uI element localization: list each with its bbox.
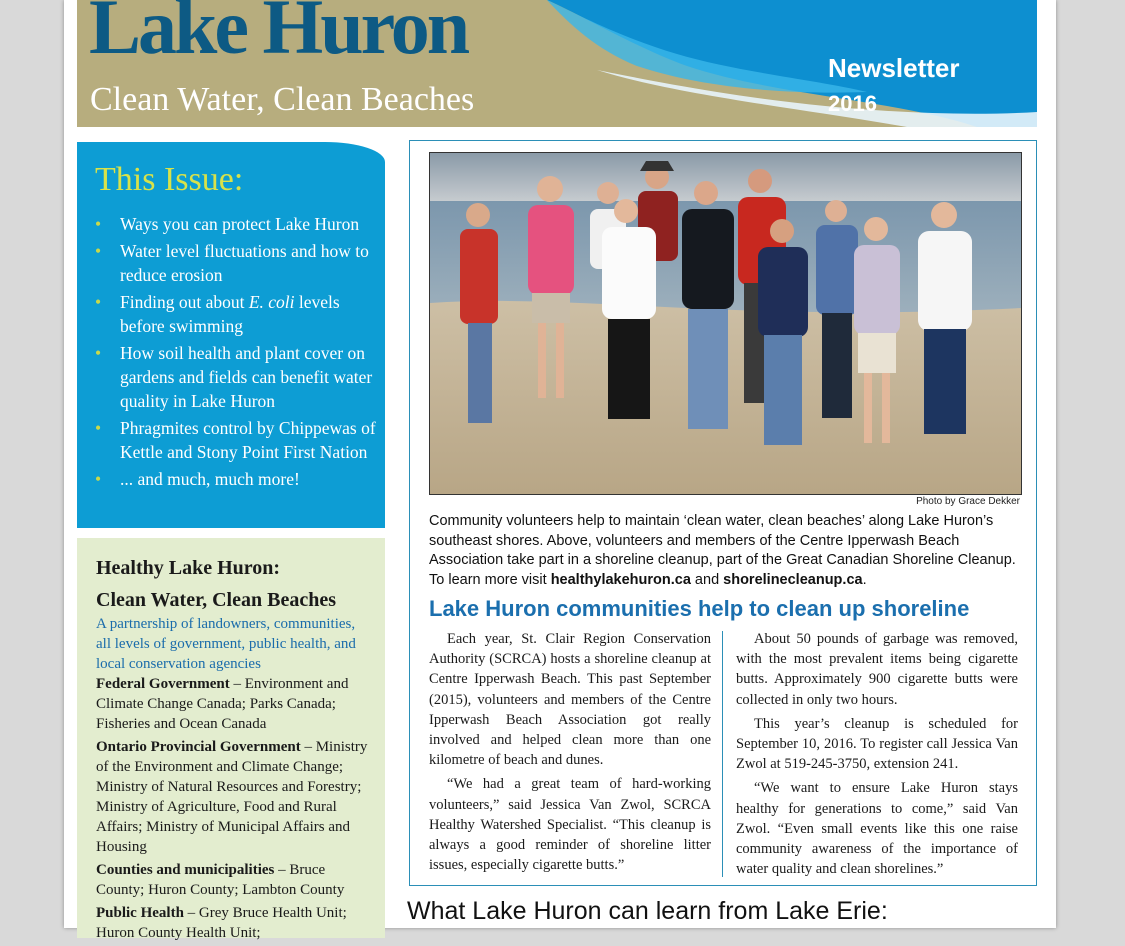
list-item: • Finding out about E. coli levels before swimming: [95, 292, 340, 336]
partner-group: Ontario Provincial Government – Ministry of the Environment and Climate Change; Ministry of Natural Resources and Forestry; Ministry of Agriculture, Food and Rural Affairs; Ministry of Municipal Affairs and Housing: [96, 739, 368, 855]
this-issue-list: [93, 212, 378, 494]
bullet-icon: •: [95, 418, 102, 438]
partner-group: Counties and municipalities – Bruce County; Huron County; Lambton County: [96, 862, 345, 898]
partner-group: Federal Government – Environment and Climate Change Canada; Parks Canada; Fisheries and Ocean Canada: [96, 676, 349, 732]
list-item: • Phragmites control by Chippewas of Kettle and Stony Point First Nation: [95, 418, 376, 462]
this-issue-heading: This Issue:: [95, 161, 244, 198]
partnership-groups: [96, 674, 376, 946]
newsletter-subtitle: Clean Water, Clean Beaches: [90, 81, 475, 118]
paragraph: This year’s cleanup is scheduled for September 10, 2016. To register call Jessica Van Zwol at 519-245-3750, extension 241.: [736, 715, 1018, 773]
newsletter-year: 2016: [828, 91, 877, 116]
newsletter-title: Lake Huron: [89, 0, 468, 70]
partnership-box: [77, 538, 385, 941]
paragraph: “We want to ensure Lake Huron stays healthy for generations to come,” said Van Zwol. “Even small events like this one raise community awareness of the importance of water quality and clean shorelines.”: [736, 780, 1018, 878]
paragraph: Each year, St. Clair Region Conservation Authority (SCRCA) hosts a shoreline cleanup at Centre Ipperwash Beach. This past September (2015), volunteers and members of the Centre Ipperwash Beach Association got really involved and helped clean more than one kilometre of beach and dunes.: [429, 631, 711, 769]
photo-image: [430, 153, 1021, 494]
newsletter-label: Newsletter: [828, 53, 960, 83]
article-headline: Lake Huron communities help to clean up shoreline: [429, 596, 970, 621]
next-article-title: What Lake Huron can learn from Lake Erie:: [407, 897, 888, 925]
article-column-1: [429, 629, 711, 879]
newsletter-page: [64, 0, 1056, 941]
bullet-icon: •: [95, 343, 102, 363]
photo-credit: Photo by Grace Dekker: [916, 496, 1020, 507]
list-item: • How soil health and plant cover on gardens and fields can benefit water quality in Lake Huron: [95, 343, 373, 411]
volunteers-photo: [429, 152, 1022, 495]
partnership-heading: Healthy Lake Huron: Clean Water, Clean Beaches: [96, 557, 336, 611]
masthead: [77, 0, 1037, 127]
list-item: • Water level fluctuations and how to reduce erosion: [95, 241, 369, 285]
partner-group: Public Health – Grey Bruce Health Unit; Huron County Health Unit;: [96, 905, 347, 941]
paragraph: About 50 pounds of garbage was removed, with the most prevalent items being cigarette butts. Approximately 900 cigarette butts were collected in only two hours.: [736, 631, 1018, 708]
paragraph: “We had a great team of hard-working volunteers,” said Jessica Van Zwol, SCRCA Healthy Watershed Specialist. “This cleanup is always a good reminder of shoreline litter issues, especially cigarette butts.”: [429, 776, 711, 874]
this-issue-box: [77, 142, 385, 528]
column-divider: [722, 631, 723, 877]
website-link: healthylakehuron.ca: [550, 571, 691, 588]
website-link: shorelinecleanup.ca: [723, 571, 863, 588]
bullet-icon: •: [95, 292, 102, 312]
bullet-icon: •: [95, 214, 102, 234]
bullet-icon: •: [95, 241, 102, 261]
partnership-intro: A partnership of landowners, communities, all levels of government, public health, and local conservation agencies: [96, 616, 356, 672]
bullet-icon: •: [95, 469, 102, 489]
article-column-2: [736, 629, 1018, 883]
photo-caption: Community volunteers help to maintain ‘clean water, clean beaches’ along Lake Huron’s southeast shores. Above, volunteers and members of the Centre Ipperwash Beach Association take part in a shoreline cleanup, part of the Great Canadian Shoreline Cleanup. To learn more visit healthylakehuron.ca and shorelinecleanup.ca.: [429, 513, 1016, 588]
list-item: • ... and much, much more!: [95, 469, 300, 489]
feature-article: [409, 140, 1037, 886]
list-item: • Ways you can protect Lake Huron: [95, 214, 360, 234]
